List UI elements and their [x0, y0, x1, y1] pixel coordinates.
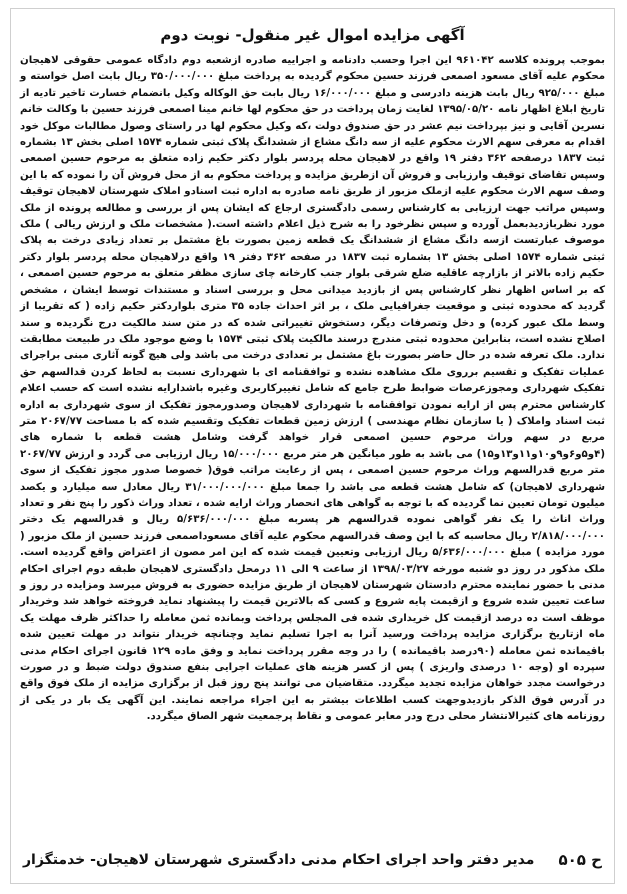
auction-notice [10, 8, 615, 884]
issuer-signature: مدیر دفتر واحد اجرای احکام مدنی دادگستری شهرستان لاهیجان- خدمتگزار [23, 852, 535, 868]
notice-title: آگهی مزایده اموال غیر منقول- نوبت دوم [160, 26, 465, 44]
notice-code: ح ۵۰۵ [558, 851, 602, 869]
notice-footer [23, 847, 602, 873]
notice-body: بموجب پرونده کلاسه ۹۶۱۰۴۲ این اجرا وحسب دادنامه و اجراییه صادره ازشعبه دوم دادگاه عمومی حقوقی لاهیجان محکوم علیه آقای مسعود اصمعی فرزند حسین محکوم گردیده به پرداخت مبلغ ۳۵۰/۰۰۰/۰۰۰ ریال بابت اصل خواسته و مبلغ ۹۲۵/۰۰۰ ریال بابت هزینه دادرسی و مبلغ ۱۶/۰۰۰/۰۰۰ ریال بابت حق الوکاله وکیل بانضمام خسارت تاخیر تادیه از تاریخ ابلاغ اظهار نامه ۱۳۹۵/۰۵/۲۰ لغایت زمان پرداخت در حق محکوم لها خانم مینا اصمعی فرزند حسین با وکالت خانم نسرین آقایی و نیز بپرداخت نیم عشر در حق صندوق دولت ،که وکیل محکوم لها در راستای وصول مطالبات موکل خود اقدام به معرفی سهم الارث محکوم علیه از سه دانگ مشاع از ششدانگ پلاک ثبتی شماره ۱۵۷۴ اصلی بخش ۱۳ بشماره ثبت ۱۸۳۷ درصفحه ۳۶۲ دفتر ۱۹ واقع در لاهیجان محله پردسر بلوار دکتر حکیم زاده متعلق به مرحوم حسین اصمعی وسپس تقاضای توقیف وارزیابی و فروش آن ازطریق مزایده و پرداخت محکوم به از محل فروش آن را نموده که با این وصف سهم الارث محکوم علیه ازملک مزبور از طریق نامه صادره به اداره ثبت اسنادو املاک شهرستان لاهیجان توقیف وسپس مراتب جهت ارزیابی به کارشناس رسمی دادگستری ارجاع که ایشان پس از بررسی و مطالعه پرونده از ملک مورد نظربازدیدبعمل آورده و سپس نظرخود را به شرح ذیل اعلام داشته است.( مشخصات ملک و ارزش ریالی ) ملک موصوف عبارتست ازسه دانگ مشاع از ششدانگ یک قطعه زمین بصورت باغ مشتمل بر تعداد زیادی درخت به پلاک ثبتی شماره ۱۵۷۴ اصلی بخش ۱۳ بشماره ثبت ۱۸۳۷ در صفحه ۳۶۲ دفتر ۱۹ واقع درلاهیجان محله پردسر بلوار دکتر حکیم زاده بالاتر از بازارچه عاقلیه ضلع شرقی بلوار جنب کارخانه چای سازی مظفر متعلق به مرحوم حسین اصمعی ، که بر اساس اظهار نظر کارشناس پس از بازدید میدانی محل و بررسی اسناد و مستندات توسط ایشان ، مشخص گردید که محدوده ثبتی و موقعیت جغرافیایی ملک ، بر اثر احداث جاده ۳۵ متری بلواردکتر حکیم زاده ( که تقریبا از وسط ملک عبور کرده) و دخل وتصرفات دیگر، دستخوش تغییراتی شده که در متن سند مالکیت درج نگردیده و سند اصلاح نشده است، بنابراین محدوده ثبتی مندرج درسند مالکیت پلاک ثبتی ۱۵۷۴ با وضع موجود ملک در طبیعت مطابقت ندارد. ملک تعرفه شده در حال حاضر بصورت باغ مشتمل بر تعدادی درخت می باشد ولی هیچ گونه آثاری مبنی براجرای عملیات تفکیک و تقسیم برروی ملک مشاهده نشده و توافقنامه ای با شهرداری نسبت به لحاظ کردن قدالسهم حق تفکیک شهرداری ومجوزعرصات ضوابط طرح جامع که شامل تغییرکاربری وغیره باشدارایه نشده است که حسب اعلام کارشناس محترم پس از ارایه نمودن توافقنامه با شهرداری لاهیجان وصدورمجوز تفکیک از سوی شهرداری به اداره ثبت اسناد واملاک ( یا سازمان نظام مهندسی ) ارزش زمین قطعات تفکیک وتقسیم شده که با مساحت ۲۰۶۷/۷۷ متر مربع در سهم وراث مرحوم حسین اصمعی قرار خواهد گرفت وشامل هشت قطعه با شماره های (۴و۵و۶و۹و۱۰و۱۱و۱۳و۱۵) می باشد به طور میانگین هر متر مربع ۱۵/۰۰۰/۰۰۰ ریال ارزیابی می گردد و ارزش ۲۰۶۷/۷۷ متر مربع قدرالسهم وراث مرحوم حسین اصمعی ، پس از رعایت مراتب فوق( خصوصا صدور مجوز تفکیک از سوی شهرداری لاهیجان) که شامل هشت قطعه می باشد را جمعا مبلغ ۳۱/۰۰۰/۰۰۰/۰۰۰ ریال معادل سه میلیارد و یکصد میلیون تومان تعیین نما گردیده که با توجه به گواهی های انحصار وراث ارایه شده ، تعداد وراث ذکور را پنج نفر و تعداد وراث اناث را یک نفر گواهی نموده قدرالسهم هر پسربه مبلغ ۵/۶۳۶/۰۰۰/۰۰۰ ریال و قدرالسهم یک دختر ۲/۸۱۸/۰۰۰/۰۰۰ ریال محاسبه که با این وصف قدرالسهم محکوم علیه آقای مسعوداصمعی فرزند حسین از ملک مزبور ( مورد مزایده ) مبلغ ۵/۶۳۶/۰۰۰/۰۰۰ ریال ارزیابی وتعیین قیمت شده که این امر مصون از اعتراض واقع گردیده است. ملک مذکور در روز دو شنبه مورخه ۱۳۹۸/۰۳/۲۷ از ساعت ۹ الی ۱۱ درمحل دادگستری لاهیجان طبقه دوم اجرای احکام مدنی با حضور نماینده محترم دادستان شهرستان لاهیجان از طریق مزایده حضوری به فروش میرسد ومزایده در روز و ساعت تعیین شده شروع و ازقیمت پایه شروع و کسی که بالاترین قیمت را پیشنهاد نماید فروخته خواهد شد وخریدار موظف است ده درصد ازقیمت کل خریداری شده فی المجلس پرداخت وبمانده ثمن معامله را حداکثر ظرف مهلت یک ماه ازتاریخ برگزاری مزایده پرداخت ورسید آنرا به اجرا تسلیم نماید وچنانچه خریدار نتواند در مهلت تعیین شده باقیمانده ثمن معامله (۹۰درصد باقیمانده ) را در وجه مقرر پرداخت نماید و وفق ماده ۱۲۹ قانون اجرای احکام مدنی سپرده او (وجه ۱۰ درصدی واریزی ) پس از کسر هزینه های عملیات اجرایی بنفع صندوق دولت ضبط و در صورت درخواست مجدد خواهان مزایده تجدید میگردد. متقاضیان می توانند پنج روز قبل از برگزاری مزایده از ملک فوق واقع در آدرس فوق الذکر بازدیدوجهت کسب اطلاعات بیشتر به این اجراء مراجعه نمایند. این آگهی یک بار در یکی از روزنامه های کثیرالانتشار محلی درج ودر معابر عمومی و نقاط پرجمعیت شهر الصاق میگردد. [20, 55, 606, 723]
